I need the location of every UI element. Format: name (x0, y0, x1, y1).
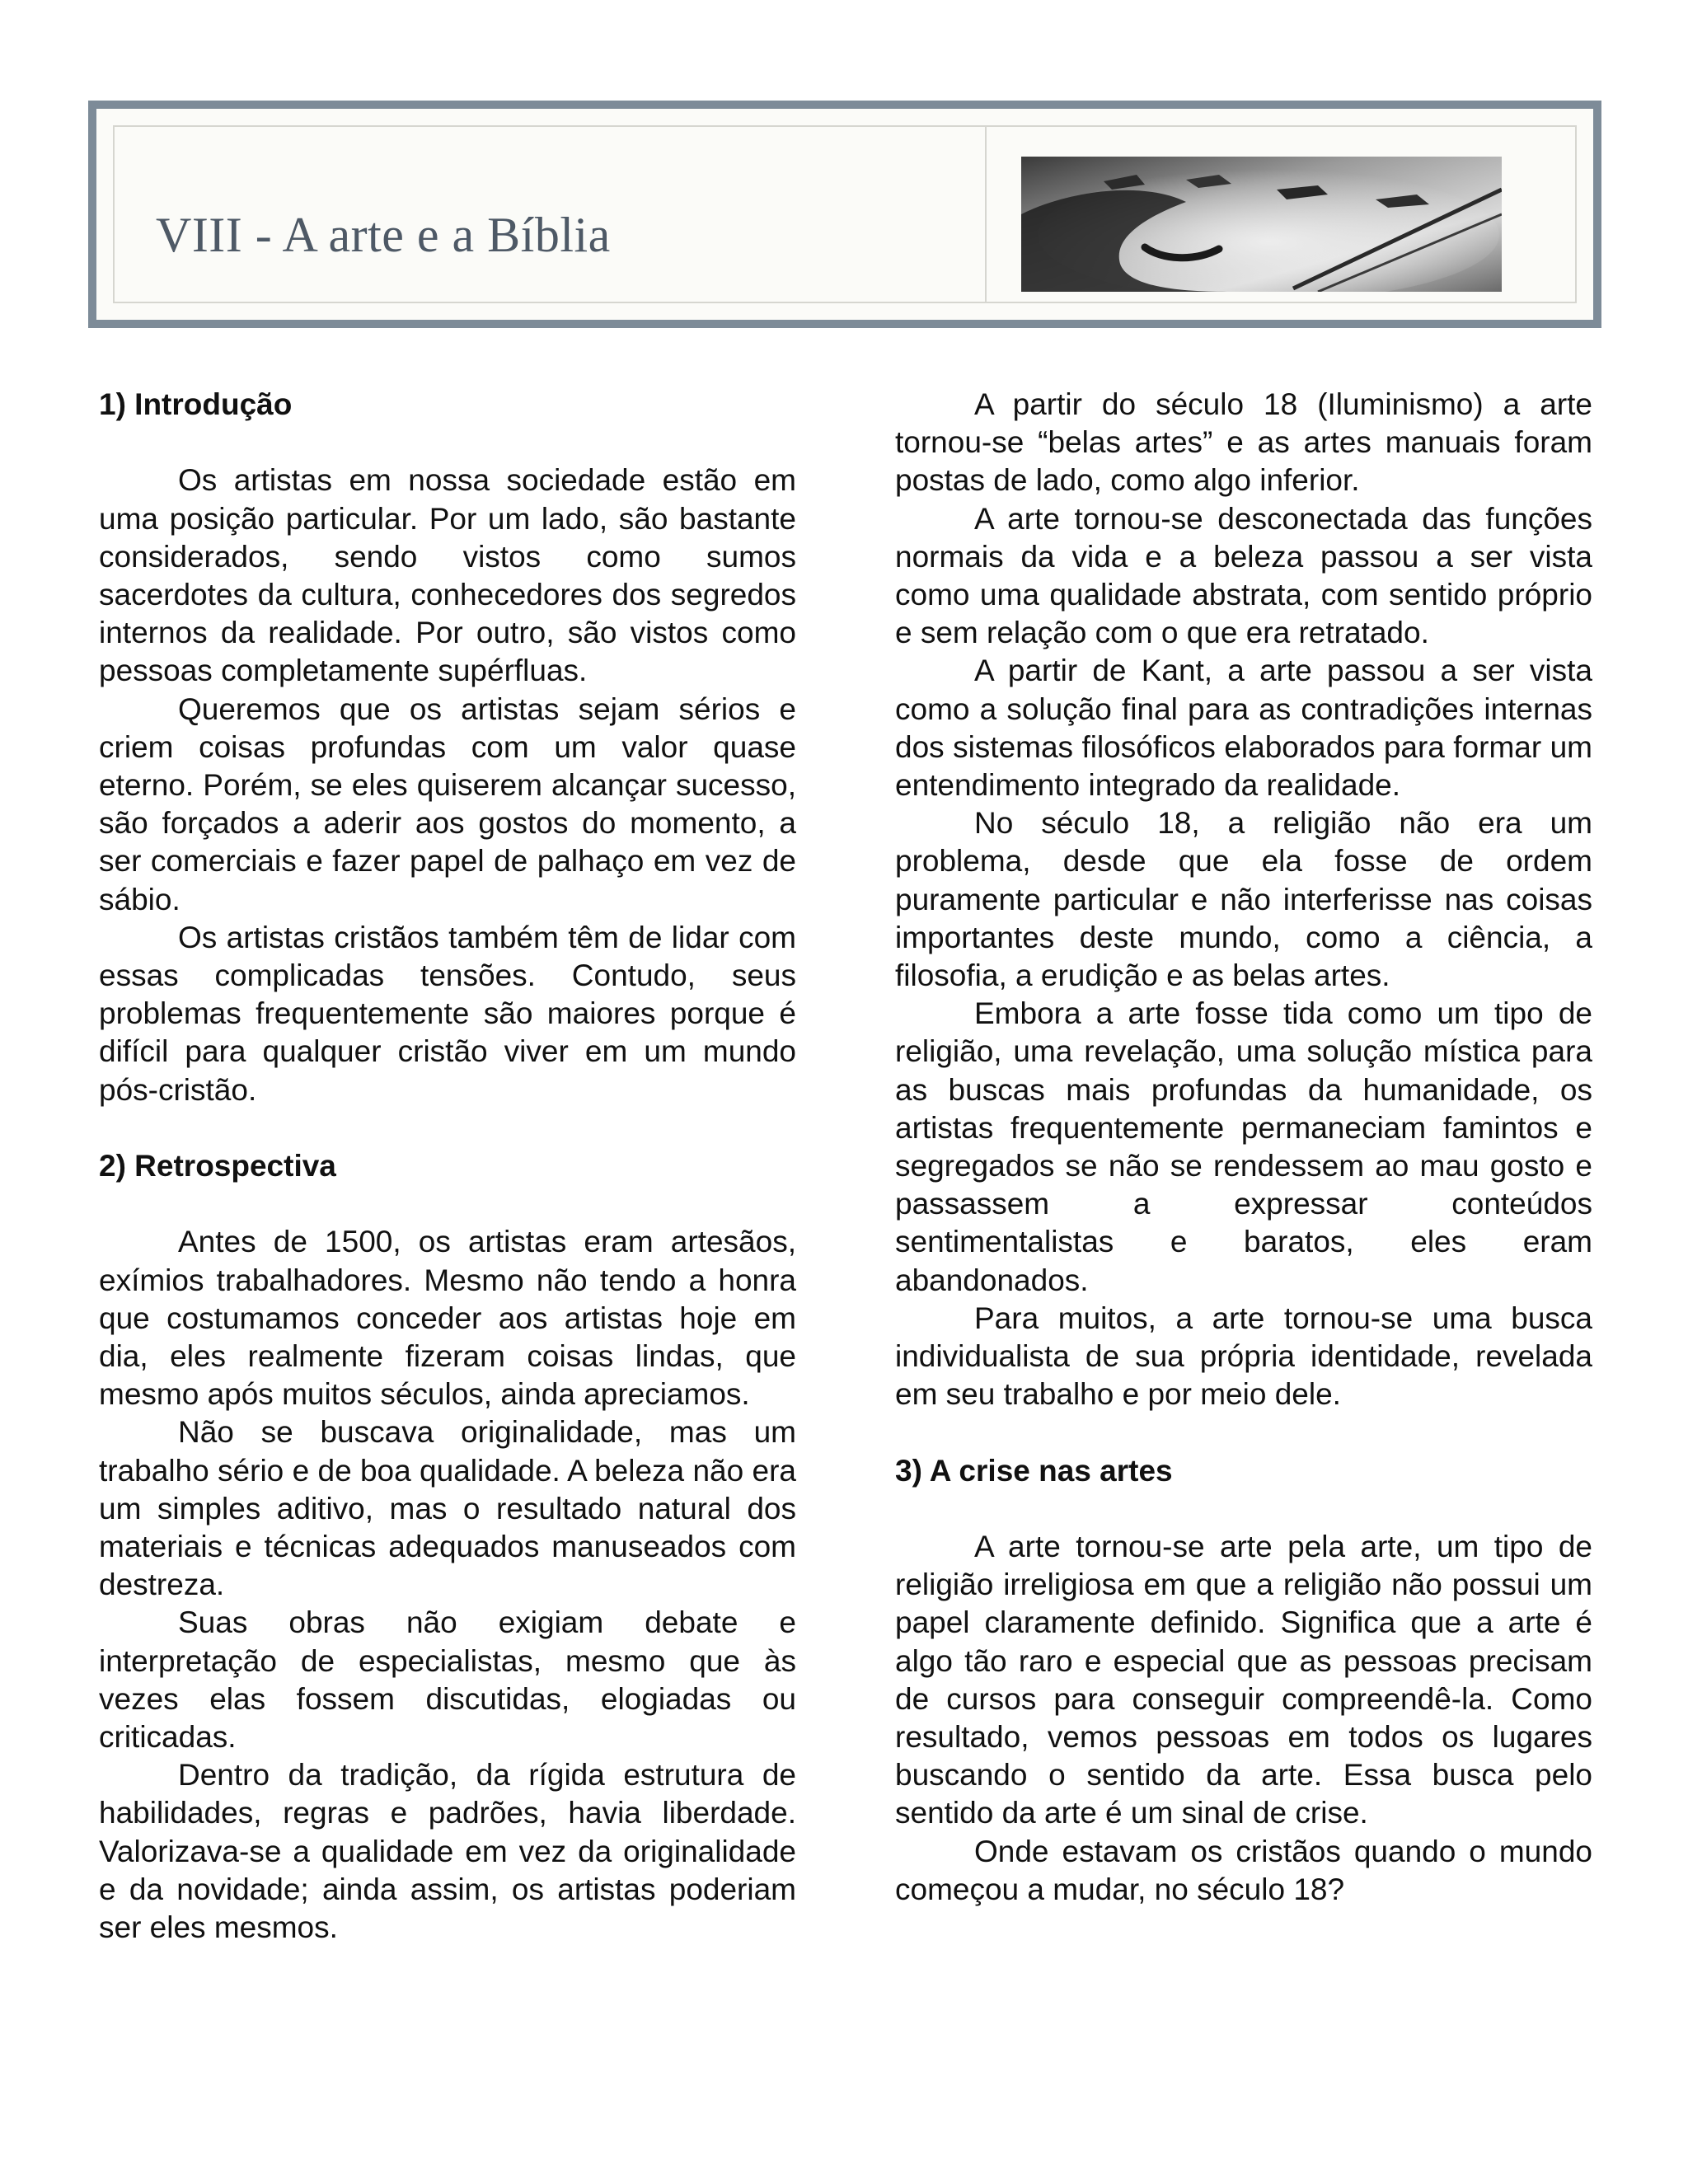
paragraph: Onde estavam os cristãos quando o mundo começou a mudar, no século 18? (895, 1834, 1592, 1906)
section-heading-crise: 3) A crise nas artes (895, 1453, 1173, 1488)
section-heading-introducao: 1) Introdução (99, 387, 293, 421)
paragraph: Não se buscava originalidade, mas um trabalho sério e de boa qualidade. A beleza não era um simples aditivo, mas o resultado natural dos materiais e técnicas adequados manuseados com destreza. (99, 1415, 796, 1602)
paragraph: Embora a arte fosse tida como um tipo de religião, uma revelação, uma solução mística para as buscas mais profundas da humanidade, os artistas frequentemente permaneciam famintos e segregados se não se rendessem ao mau gosto e passassem a expressar conteúdos sentimentalistas e baratos, eles eram abandonados. (895, 996, 1592, 1297)
paragraph: Suas obras não exigiam debate e interpretação de especialistas, mesmo que às vezes elas fossem discutidas, elogiadas ou criticadas. (99, 1605, 796, 1755)
paragraph: Dentro da tradição, da rígida estrutura de habilidades, regras e padrões, havia liberdade. Valorizava-se a qualidade em vez da originalidade e da novidade; ainda assim, os artistas poderiam ser eles mesmos. (99, 1758, 796, 1945)
paragraph: Para muitos, a arte tornou-se uma busca individualista de sua própria identidade, revelada em seu trabalho e por meio dele. (895, 1301, 1592, 1412)
paragraph: A arte tornou-se arte pela arte, um tipo de religião irreligiosa em que a religião não possui um papel claramente definido. Significa que a arte é algo tão raro e especial que as pessoas precisam de cursos para conseguir compreendê-la. Como resultado, vemos pessoas em todos os lugares buscando o sentido da arte. Essa busca pelo sentido da arte é um sinal de crise. (895, 1530, 1592, 1830)
paragraph: A partir de Kant, a arte passou a ser vista como a solução final para as contradições internas dos sistemas filosóficos elaborados para formar um entendimento integrado da realidade. (895, 654, 1592, 803)
paragraph: Os artistas cristãos também têm de lidar com essas complicadas tensões. Contudo, seus problemas frequentemente são maiores porque é difícil para qualquer cristão viver em um mundo pós-cristão. (99, 920, 796, 1107)
paragraph: No século 18, a religião não era um problema, desde que ela fosse de ordem puramente particular e não interferisse nas coisas importantes deste mundo, como a ciência, a filosofia, a erudição e as belas artes. (895, 806, 1592, 993)
right-column (895, 386, 1592, 1909)
chapter-header-border (113, 125, 1577, 303)
paragraph: Os artistas em nossa sociedade estão em uma posição particular. Por um lado, são bastante considerados, sendo vistos como sumos sacerdotes da cultura, conhecedores dos segredos internos da realidade. Por outro, são vistos como pessoas completamente supérfluas. (99, 463, 796, 688)
paragraph: A arte tornou-se desconectada das funções normais da vida e a beleza passou a ser vista como uma qualidade abstrata, com sentido próprio e sem relação com o que era retratado. (895, 501, 1592, 650)
paragraph: Antes de 1500, os artistas eram artesãos, exímios trabalhadores. Mesmo não tendo a honra que costumamos conceder aos artistas hoje em dia, eles realmente fizeram coisas lindas, que mesmo após muitos séculos, ainda apreciamos. (99, 1225, 796, 1412)
header-divider (985, 127, 987, 302)
paint-palette-photo-icon (1021, 157, 1502, 292)
chapter-header (88, 101, 1601, 328)
chapter-header-panel (96, 109, 1593, 320)
chapter-title: VIII - A arte e a Bíblia (156, 208, 611, 262)
paragraph: A partir do século 18 (Iluminismo) a arte tornou-se “belas artes” e as artes manuais foram postas de lado, como algo inferior. (895, 387, 1592, 498)
paragraph: Queremos que os artistas sejam sérios e criem coisas profundas com um valor quase eterno. Porém, se eles quiserem alcançar sucesso, são forçados a aderir aos gostos do momento, a ser comerciais e fazer papel de palhaço em vez de sábio. (99, 691, 796, 916)
left-column (99, 386, 796, 1947)
section-heading-retrospectiva: 2) Retrospectiva (99, 1149, 336, 1183)
